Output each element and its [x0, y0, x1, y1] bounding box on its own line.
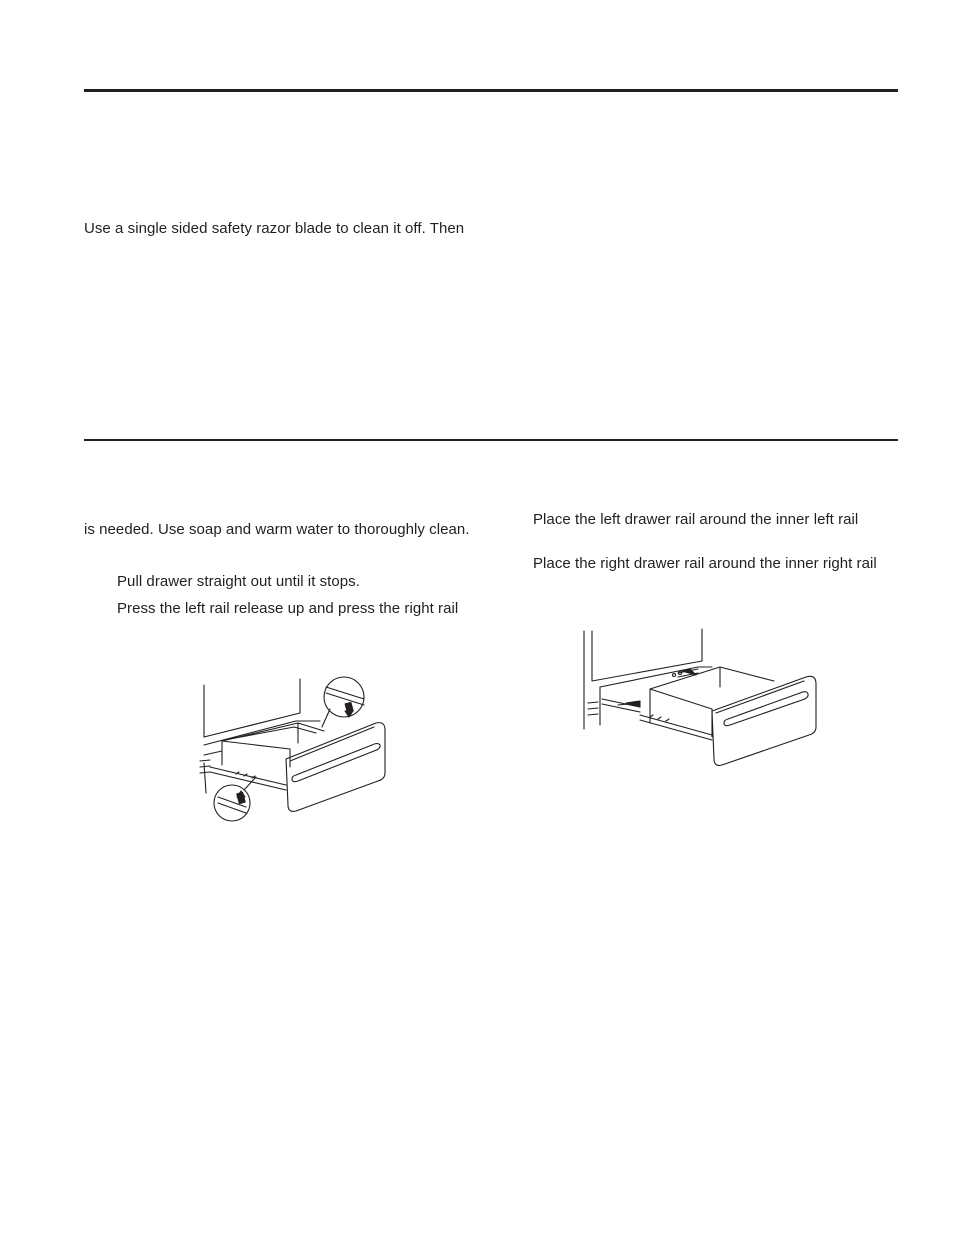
drawer-removal-illustration	[196, 675, 392, 825]
replacement-step-2: Place the right drawer rail around the inner right rail	[533, 555, 877, 572]
drawer-section-rule	[84, 439, 898, 441]
removal-step-1: Pull drawer straight out until it stops.	[117, 573, 360, 590]
top-section-rule	[84, 89, 898, 92]
replacement-step-1: Place the left drawer rail around the inner left rail	[533, 511, 859, 528]
cleaning-text-line: Use a single sided safety razor blade to clean it off. Then	[84, 220, 465, 237]
removal-step-2: Press the left rail release up and press the right rail	[117, 600, 459, 617]
drawer-replacement-illustration	[578, 627, 820, 769]
drawer-cleaning-text-line: is needed. Use soap and warm water to thoroughly clean.	[84, 521, 470, 538]
